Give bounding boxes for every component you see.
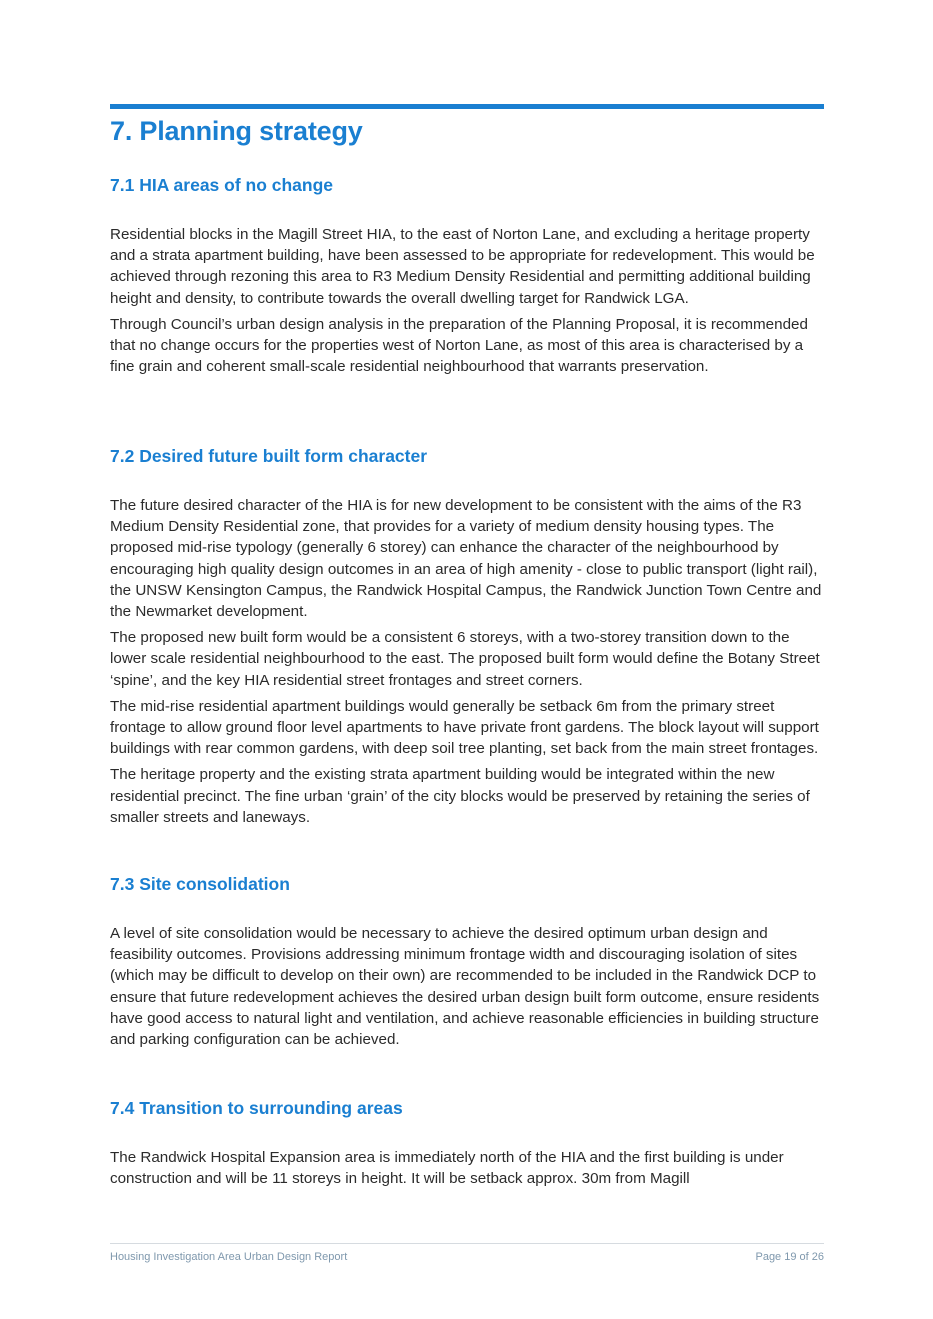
section-7-1	[110, 174, 826, 382]
section-heading: 7.3 Site consolidation	[110, 874, 290, 894]
section-body	[110, 495, 826, 828]
section-heading: 7.2 Desired future built form character	[110, 446, 428, 466]
footer-divider-rule	[110, 1243, 824, 1244]
paragraph: The heritage property and the existing strata apartment building would be integrated within the new residential precinct. The fine urban ‘grain’ of the city blocks would be preserved by retaining the series of smaller streets and laneways.	[110, 766, 810, 826]
section-body	[110, 1147, 826, 1189]
paragraph: The future desired character of the HIA is for new development to be consistent with the aims of the R3 Medium Density Residential zone, that provides for a variety of medium density housing types. The proposed mid-rise typology (generally 6 storey) can enhance the character of the neighbourhood by encouraging high quality design outcomes in an area of high amenity - close to public transport (light rail), the UNSW Kensington Campus, the Randwick Hospital Campus, the Randwick Junction Town Centre and the Newmarket development.	[110, 497, 822, 621]
paragraph: Through Council’s urban design analysis in the preparation of the Planning Proposal, it is recommended that no change occurs for the properties west of Norton Lane, as most of this area is characterised by a fine grain and coherent small-scale residential neighbourhood that warrants preservation.	[110, 315, 808, 376]
section-heading: 7.4 Transition to surrounding areas	[110, 1098, 403, 1118]
paragraph: The Randwick Hospital Expansion area is immediately north of the HIA and the first building is under construction and will be 11 storeys in height. It will be setback approx. 30m from Magill	[110, 1149, 784, 1188]
section-7-3	[110, 873, 826, 1055]
section-7-4	[110, 1097, 826, 1194]
paragraph: The proposed new built form would be a consistent 6 storeys, with a two-storey transition down to the lower scale residential neighbourhood to the east. The proposed built form would define the Botany Street ‘spine’, and the key HIA residential street frontages and street corners.	[110, 629, 820, 689]
section-body	[110, 923, 826, 1050]
top-divider-rule	[110, 104, 824, 109]
section-heading: 7.1 HIA areas of no change	[110, 175, 334, 195]
paragraph: The mid-rise residential apartment buildings would generally be setback 6m from the primary street frontage to allow ground floor level apartments to have private front gardens. The block layout will support buildings with rear common gardens, with deep soil tree planting, set back from the main street frontages.	[110, 697, 819, 758]
page-title: 7. Planning strategy	[110, 116, 363, 146]
section-7-2	[110, 445, 826, 833]
paragraph: A level of site consolidation would be necessary to achieve the desired optimum urban design and feasibility outcomes. Provisions addressing minimum frontage width and discouraging isolation of sites (which may be difficult to develop on their own) are recommended to be included in the Randwick DCP to ensure that future redevelopment achieves the desired urban design built form outcome, ensure residents have good access to natural light and ventilation, and achieve reasonable efficiencies in building structure and parking configuration can be achieved.	[110, 925, 820, 1049]
paragraph: Residential blocks in the Magill Street HIA, to the east of Norton Lane, and excluding a heritage property and a strata apartment building, have been assessed to be appropriate for redevelopment. This would be achieved through rezoning this area to R3 Medium Density Residential and permitting additional building height and density, to contribute towards the overall dwelling target for Randwick LGA.	[110, 226, 815, 307]
footer-page-number: Page 19 of 26	[755, 1251, 824, 1263]
footer-report-name: Housing Investigation Area Urban Design Report	[110, 1251, 348, 1263]
section-body	[110, 224, 826, 377]
